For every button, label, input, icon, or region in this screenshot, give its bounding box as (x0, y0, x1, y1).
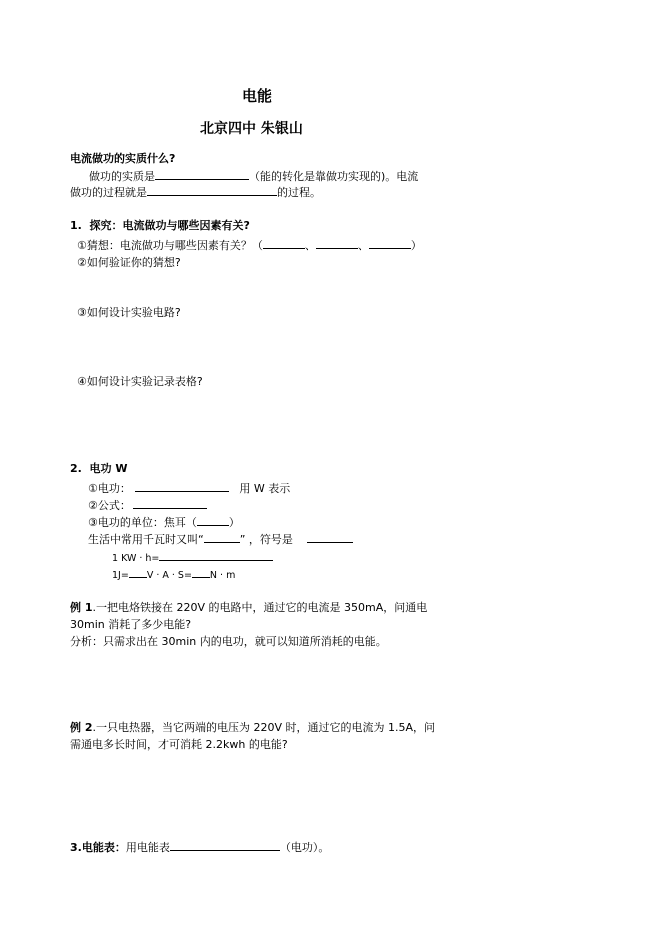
joule-text: V · A · S= (146, 570, 192, 581)
life-text: 生活中常用千瓦时又叫“ (88, 533, 204, 546)
section-title: 3.电能表： (70, 841, 126, 854)
q0-text: 做功的过程就是 (70, 186, 147, 199)
fill-blank[interactable] (263, 237, 305, 249)
kwh-name-line (88, 531, 353, 547)
unit-close: ） (228, 516, 240, 529)
fill-blank[interactable] (170, 839, 280, 851)
fill-blank[interactable] (204, 531, 240, 543)
fill-blank[interactable] (307, 531, 353, 543)
example-1-line-1 (70, 601, 427, 615)
example-2-line-1 (70, 721, 435, 735)
joule-text: 1J= (112, 570, 129, 581)
fill-blank[interactable] (133, 497, 207, 509)
example-1-line-2: 30min 消耗了多少电能? (70, 618, 192, 631)
example-text: .一只电热器，当它两端的电压为 220V 时，通过它的电流为 1.5A，问 (92, 721, 436, 734)
symbol-note: 用 W 表示 (239, 482, 291, 495)
kwh-text: 1 KW · h= (112, 553, 160, 564)
unit-line (88, 514, 240, 530)
example-text: .一把电烙铁接在 220V 的电路中，通过它的电流是 350mA，问通电 (92, 601, 428, 614)
life-text: ” ，符号是 (239, 533, 293, 546)
example-label: 例 2 (70, 721, 93, 734)
section-1-heading (70, 219, 250, 233)
fill-blank[interactable] (192, 566, 210, 578)
example-1-analysis: 分析：只需求出在 30min 内的电功，就可以知道所消耗的电能。 (70, 635, 387, 648)
work-definition-line (88, 480, 290, 496)
q0-text: 的过程。 (277, 186, 321, 199)
q0-text: （能的转化是靠做功实现的)。电流 (249, 170, 419, 183)
fill-blank[interactable] (197, 514, 229, 526)
circuit-question: ③如何设计实验电路? (77, 306, 181, 319)
q0-heading: 电流做功的实质什么? (70, 152, 176, 165)
guess-line (77, 237, 422, 253)
q0-line-1 (89, 168, 418, 184)
definition-label: ①电功： (88, 482, 131, 495)
example-label: 例 1 (70, 601, 93, 614)
section-number: 2. (70, 462, 82, 475)
q0-text: 做功的实质是 (89, 170, 155, 183)
guess-text: ①猜想：电流做功与哪些因素有关？（ (77, 239, 263, 252)
meter-text: 用电能表 (125, 841, 170, 854)
separator: 、 (357, 239, 369, 252)
table-question: ④如何设计实验记录表格? (77, 375, 203, 388)
section-title: 探究：电流做功与哪些因素有关? (89, 219, 250, 232)
fill-blank[interactable] (159, 549, 273, 561)
joule-conversion-line (112, 566, 235, 583)
document-title: 电能 (242, 87, 273, 105)
fill-blank[interactable] (129, 566, 147, 578)
fill-blank[interactable] (135, 480, 229, 492)
section-2-heading (70, 462, 127, 476)
meter-text: （电功）。 (279, 841, 330, 854)
section-title: 电功 W (89, 462, 128, 475)
author-line: 北京四中 朱银山 (200, 121, 303, 137)
q0-line-2 (70, 184, 321, 200)
separator: 、 (304, 239, 316, 252)
formula-line (88, 497, 207, 513)
example-2-line-2: 需通电多长时间，才可消耗 2.2kwh 的电能? (70, 738, 288, 751)
kwh-conversion-line (112, 549, 273, 566)
section-3-line (70, 839, 329, 855)
fill-blank[interactable] (316, 237, 358, 249)
fill-blank[interactable] (147, 184, 277, 196)
formula-label: ②公式： (88, 499, 131, 512)
fill-blank[interactable] (369, 237, 411, 249)
close-paren: ） (410, 239, 422, 252)
fill-blank[interactable] (155, 168, 249, 180)
joule-text: N · m (209, 570, 236, 581)
verify-question: ②如何验证你的猜想? (77, 256, 181, 269)
unit-text: ③电功的单位：焦耳（ (88, 516, 197, 529)
section-number: 1. (70, 219, 82, 232)
